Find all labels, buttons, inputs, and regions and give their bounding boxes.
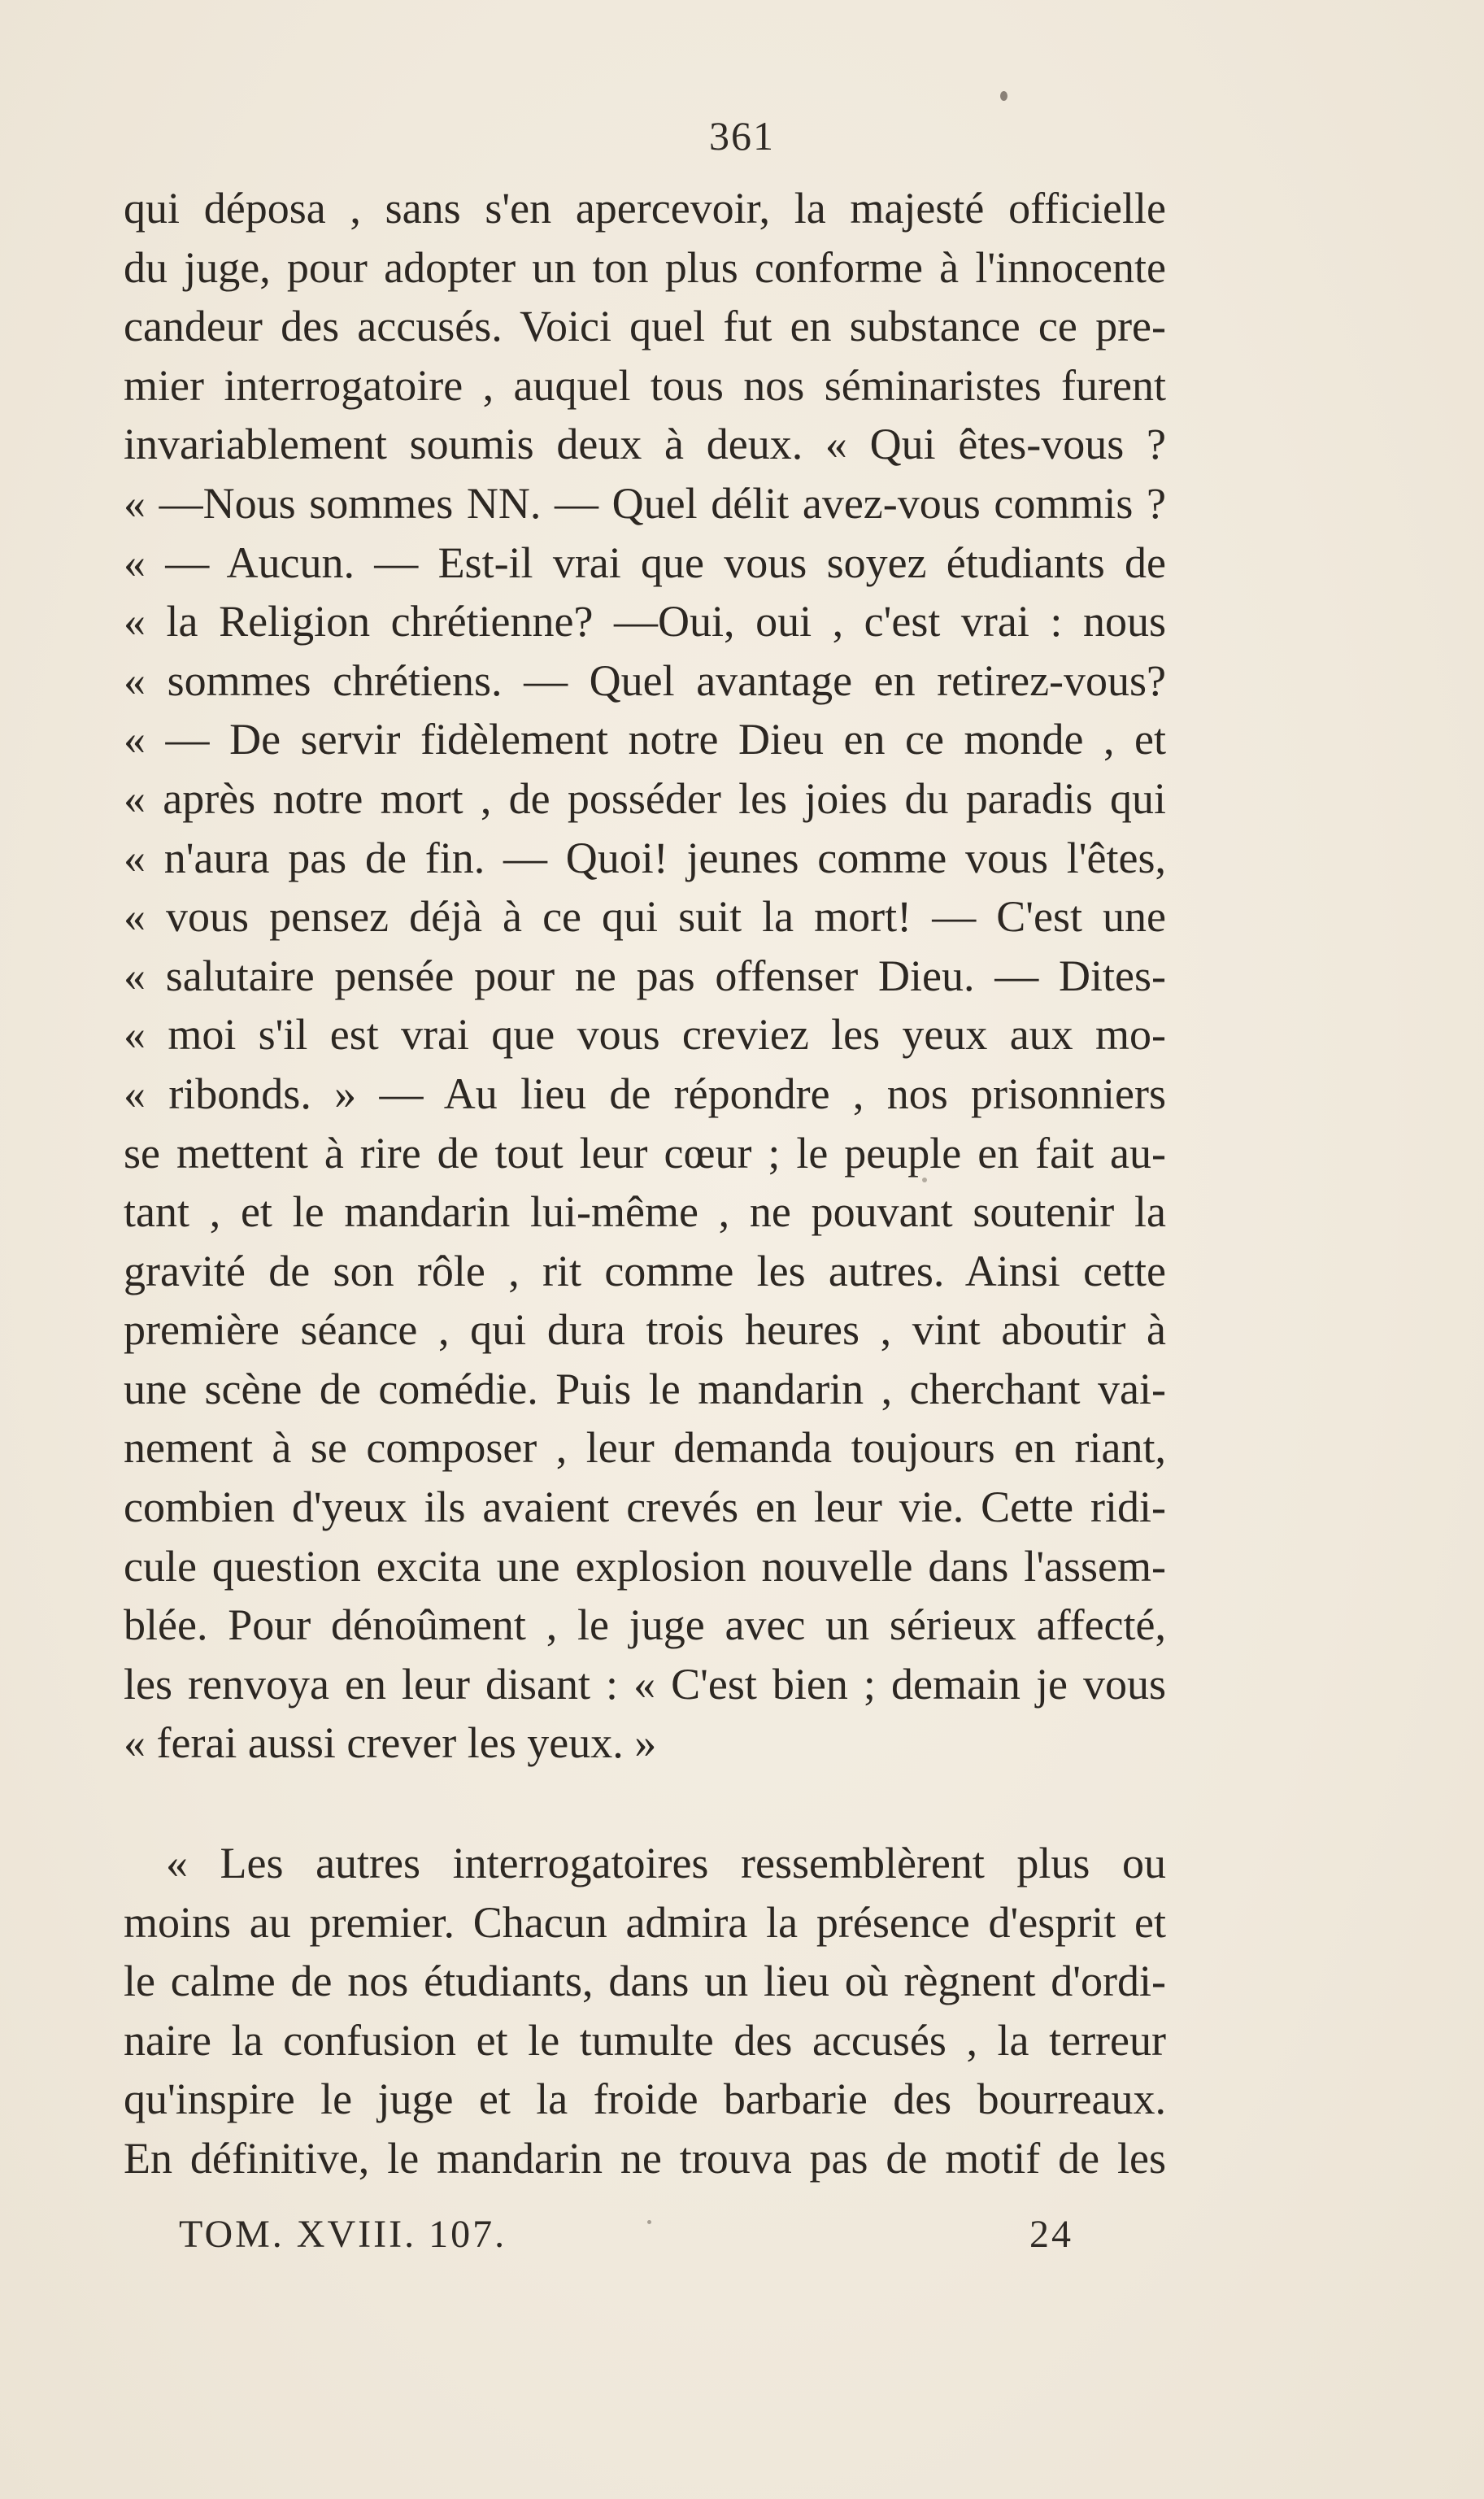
text-line: une scène de comédie. Puis le mandarin , cherchant vai- [124, 1364, 1166, 1413]
text-line: première séance , qui dura trois heures , vint aboutir à [124, 1305, 1166, 1355]
paragraph-2 [124, 1834, 1166, 2188]
text-line: « sommes chrétiens. — Quel avantage en retirez-vous? [124, 655, 1166, 705]
text-line: invariablement soumis deux à deux. « Qui êtes-vous ? [124, 420, 1166, 469]
sheet-number: 24 [1029, 2213, 1073, 2256]
text-line: qu'inspire le juge et la froide barbarie des bourreaux. [124, 2075, 1166, 2124]
text-line: combien d'yeux ils avaient crevés en leur vie. Cette ridi- [124, 1482, 1166, 1532]
text-line: « — De servir fidèlement notre Dieu en ce monde , et [124, 715, 1166, 764]
text-line: le calme de nos étudiants, dans un lieu où règnent d'ordi- [124, 1957, 1166, 2006]
page-number: 361 [709, 113, 775, 159]
text-line: « moi s'il est vrai que vous creviez les yeux aux mo- [124, 1010, 1166, 1060]
text-line: « ribonds. » — Au lieu de répondre , nos prisonniers [124, 1069, 1166, 1118]
paper-speck [647, 2220, 651, 2224]
text-line: moins au premier. Chacun admira la présence d'esprit et [124, 1897, 1166, 1947]
text-line: « — Aucun. — Est-il vrai que vous soyez étudiants de [124, 538, 1166, 587]
text-line: nement à se composer , leur demanda toujours en riant, [124, 1423, 1166, 1473]
text-line: se mettent à rire de tout leur cœur ; le peuple en fait au- [124, 1128, 1166, 1178]
text-line: cule question excita une explosion nouvelle dans l'assem- [124, 1541, 1166, 1591]
text-line: « Les autres interrogatoires ressemblèrent plus ou [166, 1839, 1166, 1887]
text-line: « salutaire pensée pour ne pas offenser Dieu. — Dites- [124, 951, 1166, 1000]
text-line: qui déposa , sans s'en apercevoir, la majesté officielle [124, 184, 1166, 233]
text-line: candeur des accusés. Voici quel fut en substance ce pre- [124, 302, 1166, 351]
paragraph-1 [124, 179, 1166, 1773]
text-line: En définitive, le mandarin ne trouva pas de motif de les [124, 2133, 1166, 2183]
text-line: « après notre mort , de posséder les joies du paradis qui [124, 773, 1166, 823]
text-line: mier interrogatoire , auquel tous nos séminaristes furent [124, 360, 1166, 410]
paper-speck [1000, 91, 1007, 101]
text-line: tant , et le mandarin lui-même , ne pouvant soutenir la [124, 1187, 1166, 1237]
text-line: « la Religion chrétienne? —Oui, oui , c'est vrai : nous [124, 597, 1166, 647]
text-line: « ferai aussi crever les yeux. » [124, 1718, 657, 1768]
text-line: « —Nous sommes NN. — Quel délit avez-vous commis ? [124, 478, 1166, 528]
text-line: naire la confusion et le tumulte des accusés , la terreur [124, 2015, 1166, 2065]
text-line: les renvoya en leur disant : « C'est bien ; demain je vous [124, 1659, 1166, 1709]
paper-speck [922, 1178, 927, 1182]
text-line: du juge, pour adopter un ton plus conforme à l'innocente [124, 242, 1166, 292]
printer-signature: TOM. XVIII. 107. [179, 2213, 507, 2256]
text-line: « n'aura pas de fin. — Quoi! jeunes comme vous l'êtes, [124, 833, 1166, 882]
text-line: « vous pensez déjà à ce qui suit la mort! — C'est une [124, 892, 1166, 942]
text-line: blée. Pour dénoûment , le juge avec un sérieux affecté, [124, 1600, 1166, 1650]
text-line: gravité de son rôle , rit comme les autres. Ainsi cette [124, 1246, 1166, 1295]
